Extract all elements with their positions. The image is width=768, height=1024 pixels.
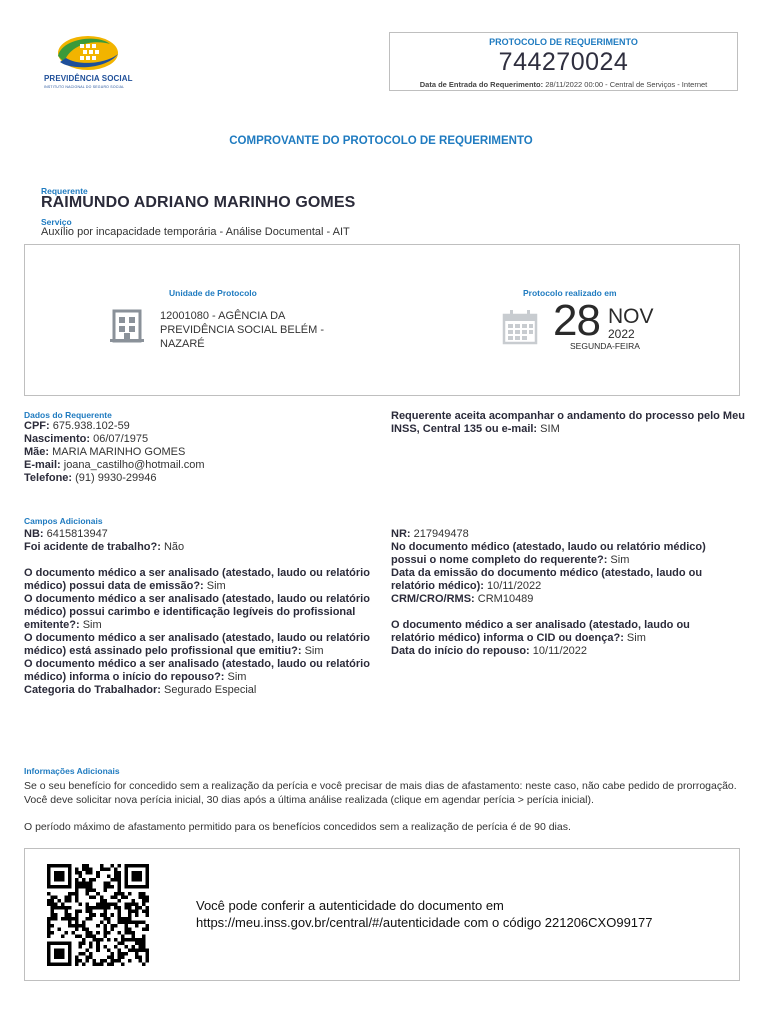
protocol-number: 744270024 bbox=[498, 48, 629, 76]
logo-subtitle: INSTITUTO NACIONAL DO SEGURO SOCIAL bbox=[44, 85, 125, 89]
authenticity-url[interactable]: https://meu.inss.gov.br/central/#/autenticidade com o código 221206CXO99177 bbox=[196, 915, 653, 930]
protocol-box bbox=[389, 32, 738, 91]
logo-brand-text: PREVIDÊNCIA SOCIAL bbox=[44, 74, 133, 83]
info-label: Informações Adicionais bbox=[24, 766, 120, 776]
requerente-name: RAIMUNDO ADRIANO MARINHO GOMES bbox=[41, 194, 356, 211]
protocol-label: PROTOCOLO DE REQUERIMENTO bbox=[489, 37, 638, 47]
calendar-icon bbox=[502, 309, 538, 345]
campos-right-column: NR: 217949478 No documento médico (atestado, laudo ou relatório médico) possui o nome completo do requerente?: Sim Data da emissão do documento médico (atestado, laudo ou relatório médico): 10/11/2022 CRM/CRO/RMS: CRM10489 O documento médico a ser analisado (atestado, laudo ou relatório médico) informa o CID ou doença?: Sim Data do início do repouso: 10/11/2022 bbox=[391, 528, 706, 657]
dados-label: Dados do Requerente bbox=[24, 410, 112, 420]
unidade-text: 12001080 - AGÊNCIA DA PREVIDÊNCIA SOCIAL BELÉM - NAZARÉ bbox=[160, 310, 325, 350]
info-paragraph-2: O período máximo de afastamento permitido para os benefícios concedidos sem a realização de perícia é de 90 dias. bbox=[24, 821, 571, 833]
authenticity-text: Você pode conferir a autenticidade do documento em https://meu.inss.gov.br/central/#/autenticidade com o código 221206CXO99177 bbox=[196, 897, 716, 931]
campos-left-column: NB: 6415813947 Foi acidente de trabalho?: Não O documento médico a ser analisado (atestado, laudo ou relatório médico) possui data de emissão?: Sim O documento médico a ser analisado (atestado, laudo ou relatório médico) possui carimbo e identificação legíveis do profissional emitente?: Sim O documento médico a ser analisado (atestado, laudo ou relatório médico) está assinado pelo profissional que emitiu?: Sim O documento médico a ser analisado (atestado, laudo ou relatório médico) informa o início do repouso?: Sim Categoria do Trabalhador: Segurado Especial bbox=[24, 528, 370, 696]
protocol-month: NOV bbox=[608, 305, 654, 328]
info-paragraph-1: Se o seu benefício for concedido sem a realização da perícia e você precisar de mais dias de afastamento: neste caso, não cabe pedido de prorrogação. Você deve solicitar nova perícia inicial, 30 dias após a última análise realizada (clique em agendar perícia > perícia inicial). bbox=[24, 780, 737, 806]
protocol-day: 28 bbox=[553, 296, 600, 345]
servico-value: Auxílio por incapacidade temporária - Análise Documental - AIT bbox=[41, 226, 350, 238]
realizado-label: Protocolo realizado em bbox=[523, 288, 617, 298]
requerente-label: Requerente bbox=[41, 186, 88, 196]
unidade-label: Unidade de Protocolo bbox=[169, 288, 257, 298]
previdencia-logo bbox=[40, 32, 136, 94]
campos-label: Campos Adicionais bbox=[24, 516, 103, 526]
building-icon bbox=[110, 309, 144, 343]
entry-date: Data de Entrada do Requerimento: 28/11/2022 00:00 - Central de Serviços - Internet bbox=[419, 80, 708, 89]
acompanhamento-block: Requerente aceita acompanhar o andamento do processo pelo Meu INSS, Central 135 ou e-mail: SIM bbox=[391, 410, 745, 435]
protocol-year: 2022 bbox=[608, 327, 635, 341]
document-title: COMPROVANTE DO PROTOCOLO DE REQUERIMENTO bbox=[229, 135, 533, 147]
dados-block: CPF: 675.938.102-59 Nascimento: 06/07/1975 Mãe: MARIA MARINHO GOMES E-mail: joana_castilho@hotmail.com Telefone: (91) 9930-29946 bbox=[24, 420, 205, 484]
protocol-weekday: SEGUNDA-FEIRA bbox=[570, 341, 640, 351]
servico-label: Serviço bbox=[41, 217, 72, 227]
logo-emblem-icon bbox=[40, 32, 136, 74]
qr-code bbox=[46, 864, 150, 966]
